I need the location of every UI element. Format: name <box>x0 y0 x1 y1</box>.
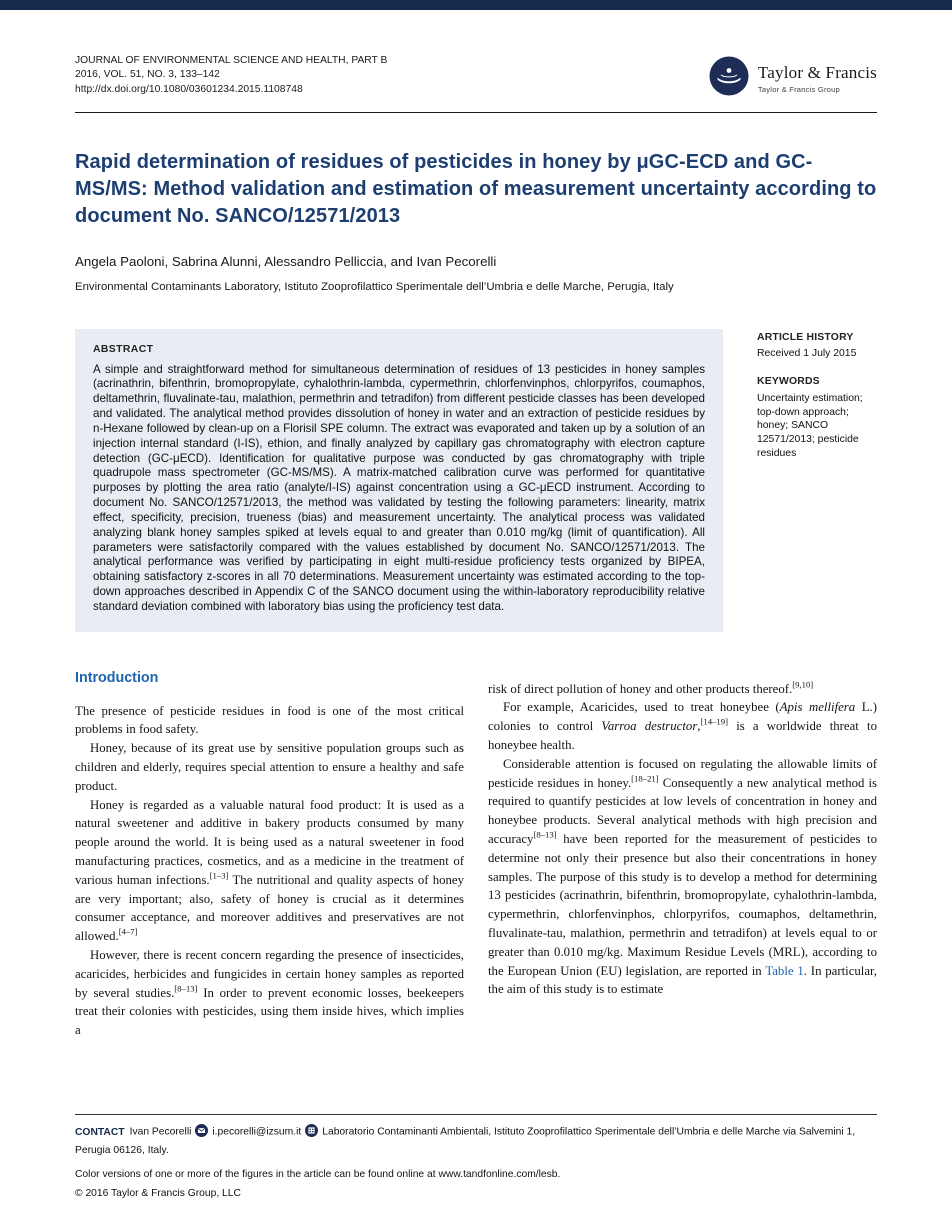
column-right <box>488 668 877 1040</box>
page-footer <box>75 1114 877 1202</box>
taylor-francis-logo <box>709 56 877 101</box>
journal-info <box>75 54 387 97</box>
email-icon <box>195 1124 208 1143</box>
citation-superscript: [14–19] <box>700 716 729 727</box>
citation-superscript: [8–13] <box>174 983 198 994</box>
publisher-group: Taylor & Francis Group <box>757 85 840 94</box>
article-body <box>75 668 877 1040</box>
citation-superscript: [4–7] <box>118 926 138 937</box>
introduction-heading: Introduction <box>75 669 159 686</box>
abstract-box <box>75 329 723 632</box>
citation-superscript: [1–3] <box>209 870 229 881</box>
article-title: Rapid determination of residues of pesticides in honey by μGC-ECD and GC-MS/MS: Method validation and estimation of measurement uncertainty according to document No. SANCO/12571/2013 <box>75 151 877 228</box>
color-note-text: Color versions of one or more of the figures in the article can be found online at <box>75 1169 439 1181</box>
page-content <box>0 54 952 1040</box>
paragraph: The presence of pesticide residues in food is one of the most critical problems in food safety. <box>75 703 464 737</box>
article-authors: Angela Paoloni, Sabrina Alunni, Alessandro Pelliccia, and Ivan Pecorelli <box>75 253 497 269</box>
table-1-link[interactable]: Table 1 <box>765 963 804 978</box>
citation-superscript: [8–13] <box>533 829 557 840</box>
color-versions-note <box>75 1167 877 1183</box>
citation-superscript: [9,10] <box>792 679 814 690</box>
left-column-paragraphs <box>75 702 464 1040</box>
journal-citation: 2016, VOL. 51, NO. 3, 133–142 <box>75 69 220 81</box>
contact-address: Laboratorio Contaminanti Ambientali, Istituto Zooprofilattico Sperimentale dell’Umbria e delle Marche via Salvemini 1, Perugia 06126, Italy. <box>75 1126 856 1157</box>
taylor-francis-wordmark <box>758 63 877 94</box>
journal-title: JOURNAL OF ENVIRONMENTAL SCIENCE AND HEALTH, PART B <box>75 55 388 66</box>
article-history-heading: ARTICLE HISTORY <box>757 331 854 343</box>
paragraph: Considerable attention is focused on regulating the allowable limits of pesticide residues in honey.[18–21] Consequently a new analytical method is required to quantify pesticides at low levels of concentration in honey and honeybee products. Several analytical methods with high precision and accuracy[8–13] have been reported for the measurement of pesticides to determine not only their presence but also their concentrations in honey samples. The purpose of this study is to develop a method for determining 13 pesticides (acrinathrin, bifenthrin, bromopropylate, cyhalothrin-lambda, cypermethrin, chlorfenvinphos, chlorpyrifos, coumaphos, deltamethrin, fluvalinate-tau, malathion, permethrin and tetradifon) at levels equal to or greater than 0.010 mg/kg. Maximum Residue Levels (MRL), according to the European Union (EU) legislation, are reported in Table 1. In particular, the aim of this study is to estimate <box>488 756 877 997</box>
article-history-text: Received 1 July 2015 <box>757 348 857 360</box>
contact-name: Ivan Pecorelli <box>129 1126 192 1138</box>
citation-superscript: [18–21] <box>631 773 659 784</box>
contact-email-link[interactable]: i.pecorelli@izsum.it <box>212 1126 302 1138</box>
abstract-heading: ABSTRACT <box>93 343 154 355</box>
top-accent-bar <box>0 0 952 10</box>
journal-doi-link[interactable]: http://dx.doi.org/10.1080/03601234.2015.1108748 <box>75 83 303 95</box>
affiliation-icon <box>305 1124 318 1143</box>
abstract-section <box>75 329 877 632</box>
species-name: Varroa destructor <box>601 719 698 734</box>
abstract-text: A simple and straightforward method for simultaneous determination of residues of 13 pesticides in honey samples (acrinathrin, bifenthrin, bromopropylate, cyhalothrin-lambda, cypermethrin, chlorfenvinphos, chlorpyrifos, coumaphos, deltamethrin, fluvalinate-tau, malathion, permethrin and tetradifon) from different pesticide classes has been developed and validated. The analytical method provides dissolution of honey in water and an extraction of pesticide residues by n-Hexane followed by clean-up on a Florisil SPE column. The extract was evaporated and taken up by a solution of an injection internal standard (I-IS), ethion, and finally analyzed by capillary gas chromatography with electron capture detection (GC-μECD). Identification for qualitative purpose was conducted by gas chromatography with triple quadrupole mass spectrometer (GC-MS/MS). A matrix-matched calibration curve was performed for quantitative purposes by plotting the area ratio (analyte/I-IS) against concentration using a GC-μECD instrument. According to document No. SANCO/12571/2013, the method was validated by testing the following parameters: linearity, matrix effect, specificity, precision, trueness (bias) and measurement uncertainty. The analytical process was validated analyzing blank honey samples spiked at levels equal to and greater than 0.010 mg/kg (limit of quantification). All parameters were satisfactorily compared with the values established by document No. SANCO/12571/2013. The analytical performance was verified by participating in eight multi-residue proficiency tests organized by BIPEA, obtaining satisfactory z-scores in all 70 determinations. Measurement uncertainty was estimated according to the top-down approaches described in Appendix C of the SANCO document using the within-laboratory reproducibility relative standard deviation combined with laboratory bias using the proficiency test data. <box>93 362 705 613</box>
keywords-text: Uncertainty estimation; top-down approach; honey; SANCO 12571/2013; pesticide residues <box>757 392 863 459</box>
keywords-heading: KEYWORDS <box>757 376 820 388</box>
article-meta-sidebar <box>757 329 877 632</box>
species-name: Apis mellifera <box>779 700 856 715</box>
paragraph: Honey is regarded as a valuable natural food product: It is used as a natural sweetener and additive in bakery products consumed by many people around the world. It is being used as a natural sweetener in food manufacturing practices, cosmetics, and as a medicine in the treatment of various human infections.[1–3] The nutritional and quality aspects of honey are very important; also, safety of honey is crucial as it determines consumer acceptance, and moreover additives and preservatives are not allowed.[4–7] <box>75 797 464 944</box>
tandfonline-link[interactable]: www.tandfonline.com/lesb <box>438 1169 558 1181</box>
article-affiliation: Environmental Contaminants Laboratory, Istituto Zooprofilattico Sperimentale dell’Umbria e delle Marche, Perugia, Italy <box>75 280 674 293</box>
paragraph: risk of direct pollution of honey and other products thereof.[9,10] <box>488 679 814 696</box>
contact-label: CONTACT <box>75 1126 125 1138</box>
paragraph: However, there is recent concern regarding the presence of insecticides, acaricides, herbicides and fungicides in certain honey samples as reported by several studies.[8–13] In order to prevent economic losses, beekeepers treat their colonies with pesticides, using them inside hives, which implies a <box>75 948 465 1038</box>
paragraph: Honey, because of its great use by sensitive population groups such as children and elderly, requires special attention to ensure a healthy and safe product. <box>75 741 464 793</box>
right-column-paragraphs <box>488 668 877 1000</box>
copyright-line: © 2016 Taylor & Francis Group, LLC <box>75 1188 241 1200</box>
taylor-francis-logo-icon <box>709 56 749 101</box>
publisher-name: Taylor & Francis <box>757 63 877 82</box>
page-header <box>75 54 877 101</box>
paragraph: For example, Acaricides, used to treat honeybee (Apis mellifera L.) colonies to control Varroa destructor,[14–19] is a worldwide threat to honeybee health. <box>488 700 878 753</box>
contact-line <box>75 1124 877 1159</box>
column-left <box>75 668 464 1040</box>
header-divider <box>75 112 877 113</box>
color-note-period: . <box>557 1169 561 1181</box>
